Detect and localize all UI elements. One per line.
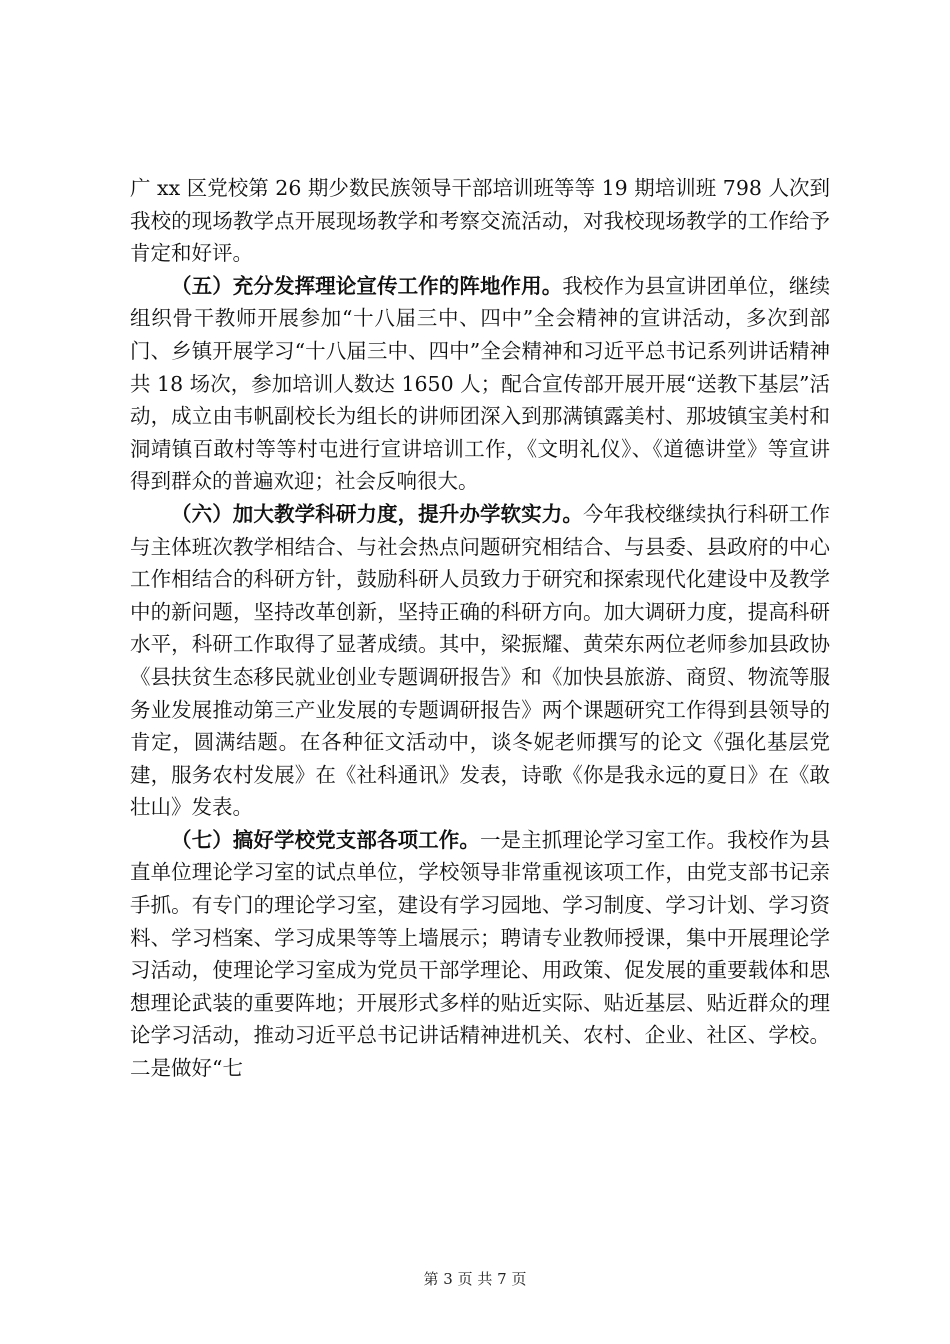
section-heading: （六）加大教学科研力度，提升办学软实力。	[171, 501, 583, 526]
page-footer	[0, 1268, 950, 1289]
paragraph-section-5	[130, 270, 830, 498]
paragraph-text: 今年我校继续执行科研工作与主体班次教学相结合、与社会热点问题研究相结合、与县委、县政府的中心工作相结合的科研方针，鼓励科研人员致力于研究和探索现代化建设中及教学中的新问题，坚持改革创新，坚持正确的科研方向。加大调研力度，提高科研水平，科研工作取得了显著成绩。其中，梁振耀、黄荣东两位老师参加县政协《县扶贫生态移民就业创业专题调研报告》和《加快县旅游、商贸、物流等服务业发展推动第三产业发展的专题调研报告》两个课题研究工作得到县领导的肯定，圆满结题。在各种征文活动中，谈冬妮老师撰写的论文《强化基层党建，服务农村发展》在《社科通讯》发表，诗歌《你是我永远的夏日》在《敢壮山》发表。	[130, 501, 831, 820]
section-heading: （七）搞好学校党支部各项工作。	[171, 827, 480, 852]
paragraph-section-6	[130, 498, 830, 824]
paragraph-text: 我校作为县宣讲团单位，继续组织骨干教师开展参加“十八届三中、四中”全会精神的宣讲活动，多次到部门、乡镇开展学习“十八届三中、四中”全会精神和习近平总书记系列讲话精神共 18 场次，参加培训人数达 1650 人；配合宣传部开展开展“送教下基层”活动，成立由韦帆副校长为组长的讲师团深入到那满镇露美村、那坡镇宝美村和洞靖镇百敢村等等村屯进行宣讲培训工作，《文明礼仪》、《道德讲堂》等宣讲得到群众的普遍欢迎；社会反响很大。	[130, 273, 831, 494]
page-number: 第 3 页 共 7 页	[423, 1270, 527, 1288]
paragraph-text: 一是主抓理论学习室工作。我校作为县直单位理论学习室的试点单位，学校领导非常重视该项工作，由党支部书记亲手抓。有专门的理论学习室，建设有学习园地、学习制度、学习计划、学习资料、学习档案、学习成果等等上墙展示；聘请专业教师授课，集中开展理论学习活动，使理论学习室成为党员干部学理论、用政策、促发展的重要载体和思想理论武装的重要阵地；开展形式多样的贴近实际、贴近基层、贴近群众的理论学习活动，推动习近平总书记讲话精神进机关、农村、企业、社区、学校。二是做好“七	[130, 827, 831, 1081]
paragraph-text: 广 xx 区党校第 26 期少数民族领导干部培训班等等 19 期培训班 798 人次到我校的现场教学点开展现场教学和考察交流活动，对我校现场教学的工作给予肯定和好评。	[130, 176, 830, 266]
section-heading: （五）充分发挥理论宣传工作的阵地作用。	[171, 273, 563, 298]
paragraph-section-7	[130, 824, 830, 1085]
document-body	[130, 172, 830, 1085]
paragraph-continuation	[130, 172, 830, 270]
